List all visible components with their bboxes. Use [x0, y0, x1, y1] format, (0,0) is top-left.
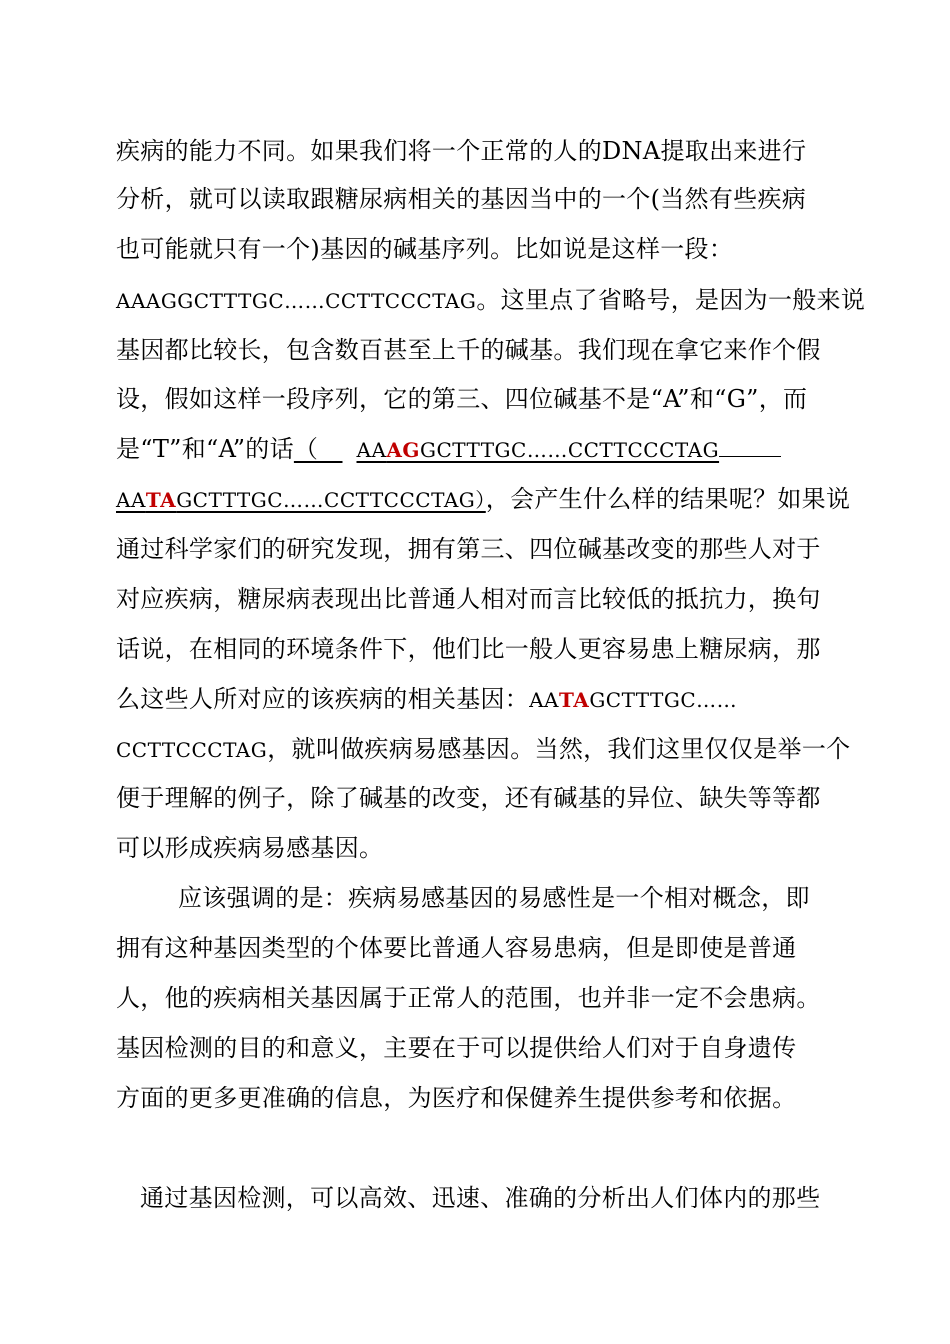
p1-line-7 [116, 434, 781, 465]
underline-fill [719, 434, 781, 457]
open-paren: （ [293, 435, 343, 463]
p1-line-8-text: ，会产生什么样的结果呢？如果说 [485, 485, 851, 513]
sequence-comparison-start [294, 435, 719, 463]
p2-line-4: 基因检测的目的和意义，主要在于可以提供给人们对于自身遗传 [116, 1034, 797, 1062]
p1-line-9: 通过科学家们的研究发现，拥有第三、四位碱基改变的那些人对于 [116, 535, 821, 563]
p1-line-8 [116, 484, 850, 515]
p1-line-11: 话说，在相同的环境条件下，他们比一般人更容易患上糖尿病，那 [116, 635, 821, 663]
seq-suffix-1: GCTTTGC……CCTTCCCTAG [420, 438, 720, 462]
p1-line-12-text: 么这些人所对应的该疾病的相关基因： [116, 685, 530, 713]
p2-line-5: 方面的更多更准确的信息，为医疗和保健养生提供参考和依据。 [116, 1084, 797, 1112]
p1-line-12 [116, 684, 737, 715]
p1-line-10: 对应疾病，糖尿病表现出比普通人相对而言比较低的抵抗力，换句 [116, 585, 821, 613]
p1-line-3: 也可能就只有一个)基因的碱基序列。比如说是这样一段： [116, 235, 734, 263]
p1-line-15: 可以形成疾病易感基因。 [116, 834, 384, 862]
p1-line-2: 分析，就可以读取跟糖尿病相关的基因当中的一个(当然有些疾病 [116, 185, 807, 213]
p1-line-6: 设，假如这样一段序列，它的第三、四位碱基不是“A”和“G”，而 [116, 385, 808, 413]
seq-highlight-ag: AG [386, 438, 420, 462]
p1-line-14: 便于理解的例子，除了碱基的改变，还有碱基的异位、缺失等等都 [116, 784, 821, 812]
p1-line-13-text: ，就叫做疾病易感基因。当然，我们这里仅仅是举一个 [267, 735, 851, 763]
p1-line-1: 疾病的能力不同。如果我们将一个正常的人的DNA提取出来进行 [116, 137, 807, 165]
seq-highlight-ta-2: TA [559, 688, 590, 712]
seq-suffix-3: GCTTTGC…… [589, 688, 738, 712]
p1-line-7-text: 是“T”和“A”的话 [116, 435, 294, 463]
p2-line-2: 拥有这种基因类型的个体要比普通人容易患病，但是即使是普通 [116, 934, 797, 962]
p1-line-4 [116, 285, 865, 316]
seq-highlight-ta: TA [145, 488, 177, 512]
p2-line-1: 应该强调的是：疾病易感基因的易感性是一个相对概念，即 [178, 884, 810, 912]
sequence-comparison-end [116, 485, 486, 513]
p1-line-13 [116, 734, 850, 765]
seq-tail: CCTTCCCTAG [116, 738, 268, 762]
seq-prefix-2: AA [116, 488, 146, 512]
p1-line-5: 基因都比较长，包含数百甚至上千的碱基。我们现在拿它来作个假 [116, 336, 821, 364]
seq-prefix-1: AA [356, 438, 387, 462]
seq-prefix-3: AA [529, 688, 559, 712]
p3-line-1: 通过基因检测，可以高效、迅速、准确的分析出人们体内的那些 [140, 1184, 821, 1212]
seq-suffix-2: GCTTTGC……CCTTCCCTAG） [176, 488, 486, 512]
p2-line-3: 人，他的疾病相关基因属于正常人的范围，也并非一定不会患病。 [116, 984, 821, 1012]
sequence-normal: AAAGGCTTTGC……CCTTCCCTAG [116, 289, 477, 313]
p1-line-4-text: 。这里点了省略号，是因为一般来说 [476, 286, 866, 314]
